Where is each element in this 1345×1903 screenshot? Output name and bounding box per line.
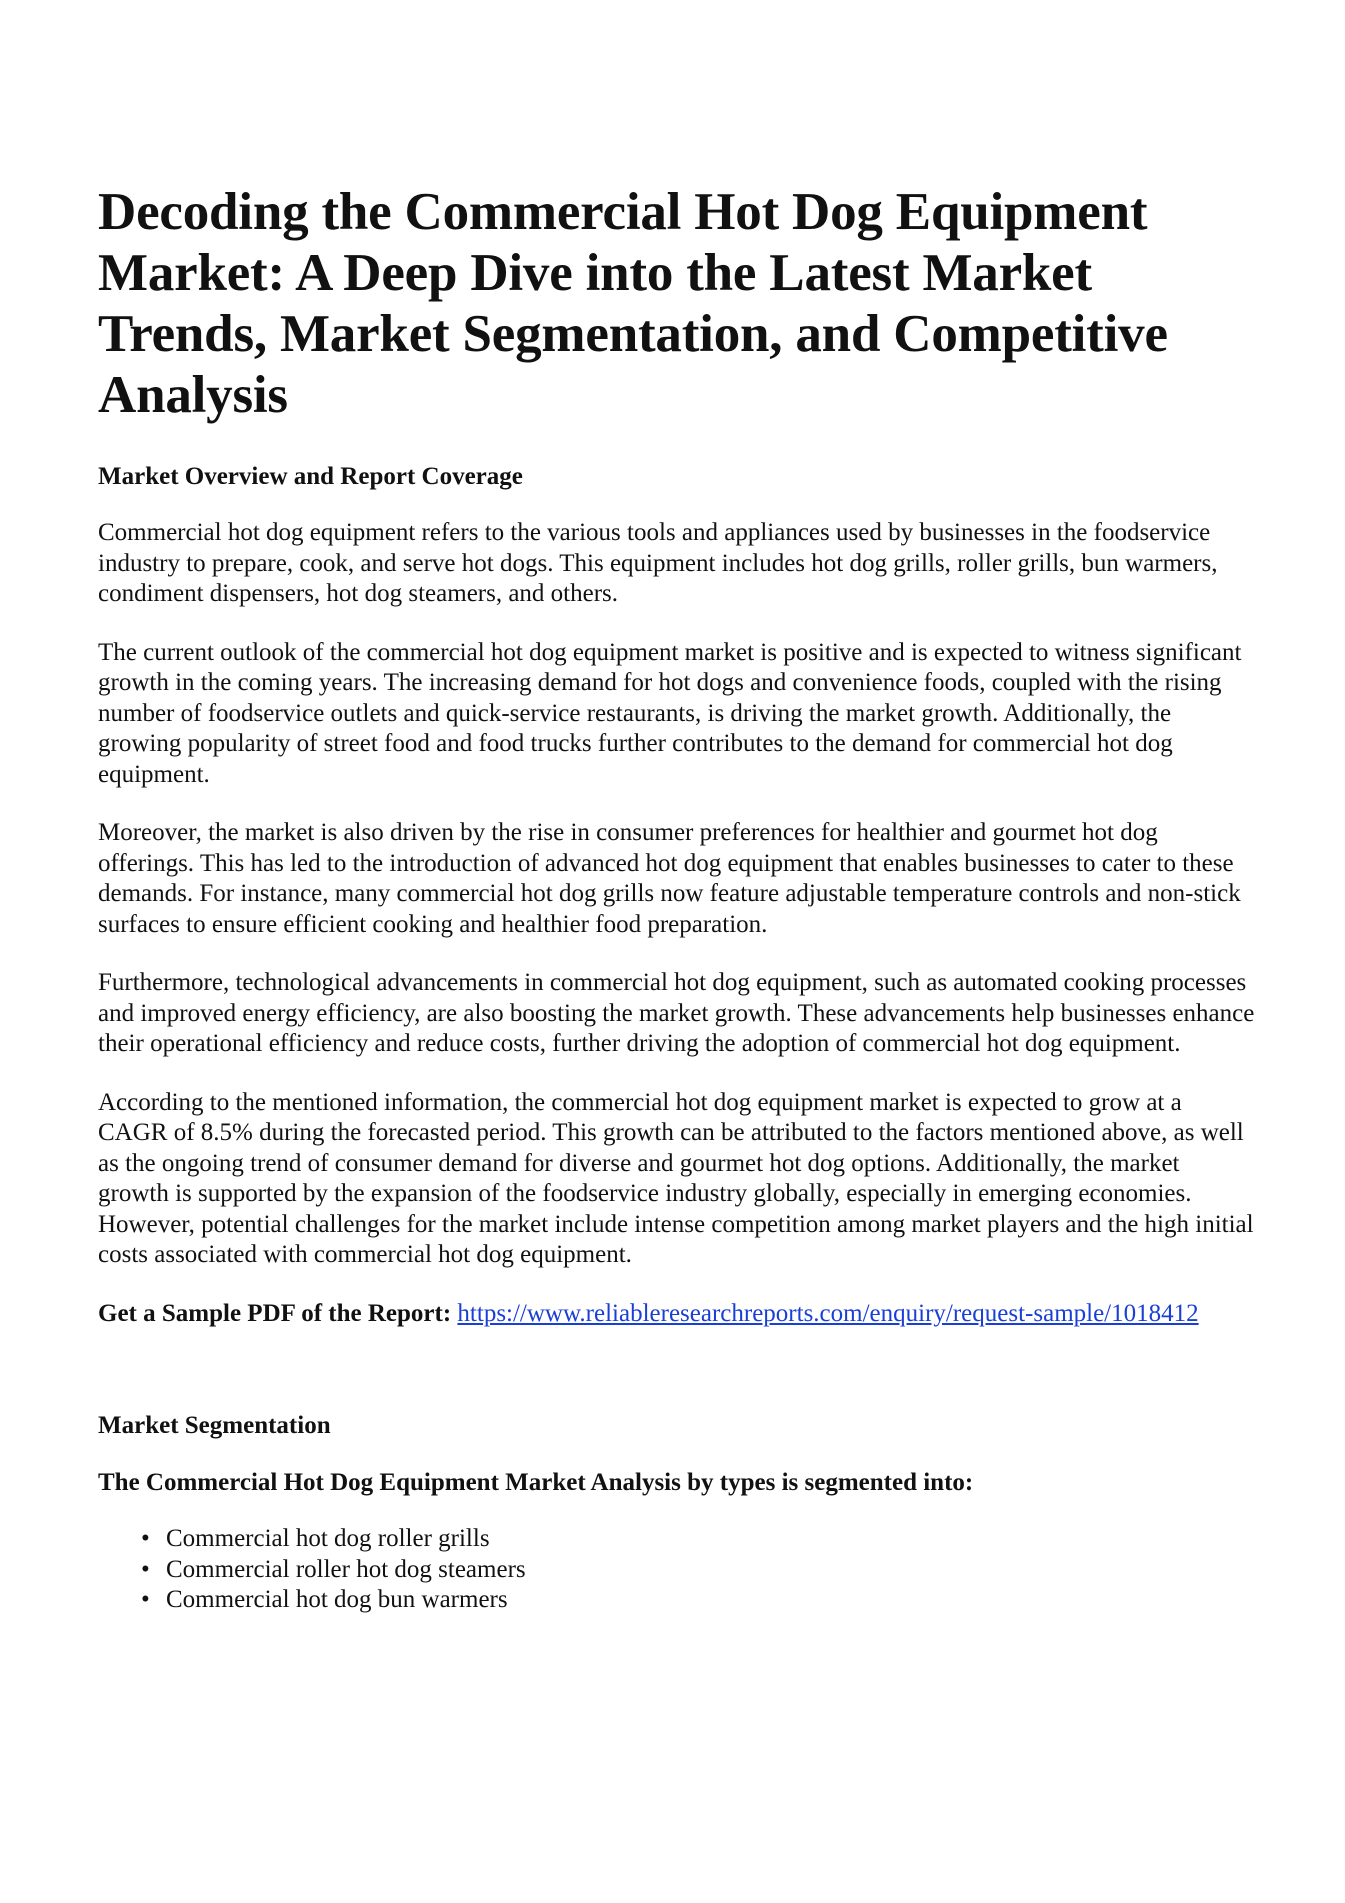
overview-heading: Market Overview and Report Coverage [98,463,523,490]
bullet-icon: • [141,1555,150,1583]
bullet-icon: • [141,1586,150,1613]
overview-paragraph-1: Commercial hot dog equipment refers to the various tools and appliances used by businesses in the foodservice industry to prepare, cook, and serve hot dogs. This equipment includes hot dog grills, roller grills, bun warmers, condiment dispensers, hot dog steamers, and others. [98,519,1218,607]
list-item [141,1524,1255,1555]
list-item-text: Commercial roller hot dog steamers [166,1555,526,1583]
overview-paragraph-3: Moreover, the market is also driven by the rise in consumer preferences for healthier and gourmet hot dog offerings. This has led to the introduction of advanced hot dog equipment that enables businesses to cater to these demands. For instance, many commercial hot dog grills now feature adjustable temperature controls and non-stick surfaces to ensure efficient cooking and healthier food preparation. [98,819,1241,938]
overview-paragraph-4: Furthermore, technological advancements in commercial hot dog equipment, such as automated cooking processes and improved energy efficiency, are also boosting the market growth. These advancements help businesses enhance their operational efficiency and reduce costs, further driving the adoption of commercial hot dog equipment. [98,969,1255,1057]
segmentation-by-types-heading: The Commercial Hot Dog Equipment Market Analysis by types is segmented into: [98,1469,974,1496]
segmentation-heading: Market Segmentation [98,1412,331,1439]
bullet-icon: • [141,1525,150,1552]
list-item [141,1555,1255,1586]
overview-paragraph-2: The current outlook of the commercial hot dog equipment market is positive and is expected to witness significant growth in the coming years. The increasing demand for hot dogs and convenience foods, coupled with the rising number of foodservice outlets and quick-service restaurants, is driving the market growth. Additionally, the growing popularity of street food and food trucks further contributes to the demand for commercial hot dog equipment. [98,638,1242,788]
segmentation-types-list [98,1524,1255,1616]
sample-pdf-link[interactable]: https://www.reliableresearchreports.com/enquiry/request-sample/1018412 [457,1299,1199,1327]
list-item [141,1585,1255,1616]
list-item-text: Commercial hot dog bun warmers [166,1586,508,1613]
sample-pdf-label: Get a Sample PDF of the Report: [98,1299,452,1327]
list-item-text: Commercial hot dog roller grills [166,1525,490,1552]
overview-paragraph-5: According to the mentioned information, the commercial hot dog equipment market is expected to grow at a CAGR of 8.5% during the forecasted period. This growth can be attributed to the factors mentioned above, as well as the ongoing trend of consumer demand for diverse and gourmet hot dog options. Additionally, the market growth is supported by the expansion of the foodservice industry globally, especially in emerging economies. However, potential challenges for the market include intense competition among market players and the high initial costs associated with commercial hot dog equipment. [98,1088,1254,1268]
overview-section [98,462,1255,1329]
document-title: Decoding the Commercial Hot Dog Equipment Market: A Deep Dive into the Latest Market Trends, Market Segmentation, and Competitive Analysis [98,183,1168,424]
sample-pdf-line [98,1299,1255,1330]
segmentation-section [98,1411,1255,1616]
